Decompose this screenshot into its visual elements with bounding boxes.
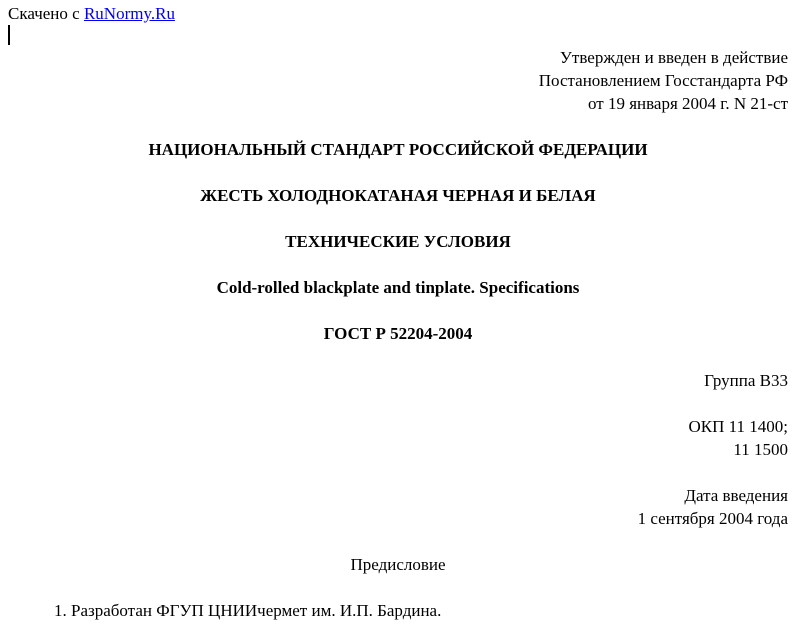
english-title: Cold-rolled blackplate and tinplate. Specifications [216, 278, 580, 297]
approval-line-3: от 19 января 2004 г. N 21-ст [587, 94, 788, 113]
approval-line-2: Постановлением Госстандарта РФ [538, 71, 788, 90]
preface-heading: Предисловие [350, 555, 446, 574]
intro-date-label: Дата введения [684, 486, 788, 505]
approval-line-1: Утвержден и введен в действие [559, 48, 788, 67]
intro-date-value: 1 сентября 2004 года [637, 509, 788, 528]
downloaded-from-line [8, 3, 175, 25]
group-code: Группа В33 [704, 371, 788, 390]
product-title: ЖЕСТЬ ХОЛОДНОКАТАНАЯ ЧЕРНАЯ И БЕЛАЯ [200, 186, 596, 205]
downloaded-prefix: Скачено с [8, 4, 84, 23]
national-standard-title: НАЦИОНАЛЬНЫЙ СТАНДАРТ РОССИЙСКОЙ ФЕДЕРАЦИИ [148, 140, 648, 159]
okp-code-1: ОКП 11 1400; [688, 417, 788, 436]
text-cursor [8, 25, 10, 45]
preface-item-1: 1. Разработан ФГУП ЦНИИчермет им. И.П. Бардина. [54, 601, 442, 620]
gost-number: ГОСТ Р 52204-2004 [323, 324, 473, 343]
runormy-link[interactable]: RuNormy.Ru [83, 4, 175, 23]
okp-code-2: 11 1500 [733, 440, 788, 459]
conditions-title: ТЕХНИЧЕСКИЕ УСЛОВИЯ [285, 232, 511, 251]
